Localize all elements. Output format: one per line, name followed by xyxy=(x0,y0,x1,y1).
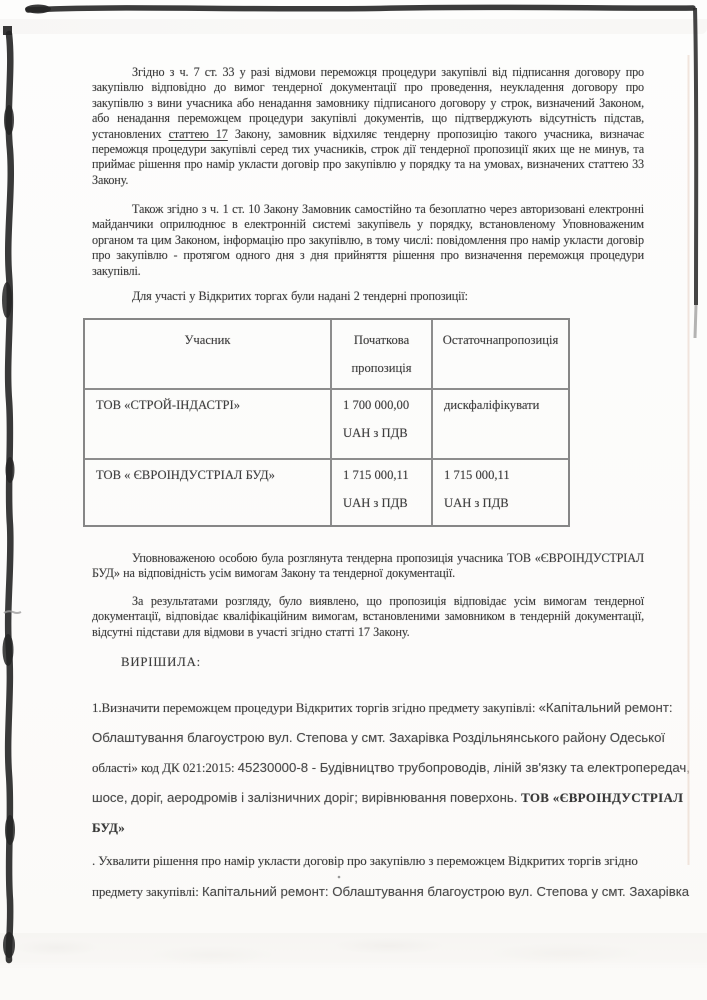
scan-left-edge-streak xyxy=(8,34,11,960)
scan-noise-top-band xyxy=(0,19,707,34)
final-status-line: дискфаліфікувати xyxy=(444,398,540,412)
col-header-initial-line1: Початкова xyxy=(353,333,410,347)
decision-1-line-1: 1.Визначити переможцем процедури Відкритих торгів згідно предмету закупівлі: «Капітальний ремонт: xyxy=(92,700,673,715)
scan-noise-bottom-band xyxy=(0,933,707,970)
paragraph-proposals-count: Для участі у Відкритих торгах були надані 2 тендерні пропозиції: xyxy=(132,289,468,303)
col-header-initial-line2: пропозиція xyxy=(351,361,412,375)
amount-line: 1 700 000,00 xyxy=(343,398,410,412)
table-row-1-initial-proposal xyxy=(332,390,433,460)
decision-2-line-2: предмету закупівлі: Капітальний ремонт: Облаштування благоустрою вул. Степова у смт. Захарівка xyxy=(92,884,690,899)
table-row-2-participant: ТОВ « ЄВРОІНДУСТРІАЛ БУД» xyxy=(85,460,332,525)
currency-line: UAH з ПДВ xyxy=(444,496,509,510)
decision-1-line-5: БУД» xyxy=(92,820,126,835)
paragraph-review-result: За результатами розгляду, було виявлено, що пропозиція відповідає усім вимогам тендерної документації, відповідає кваліфікаційним вимогам, встановленими замовником в тендерній документації, відсутні підстави для відмови в участі згідно статті 17 Закону. xyxy=(92,594,644,639)
scan-top-edge-streak xyxy=(28,7,693,10)
col-header-initial-proposal xyxy=(332,320,433,390)
decision-1-line-4: шосе, доріг, аеродромів і залізничних доріг; вирівнювання поверхонь. ТОВ «ЄВРОІНДУСТРІАЛ xyxy=(92,790,684,805)
col-header-participant: Учасник xyxy=(85,320,332,390)
scan-speck xyxy=(338,876,341,879)
col-header-final-proposal: Остаточнапропозиція xyxy=(433,320,568,390)
resolution-heading: ВИРІШИЛА: xyxy=(121,655,201,669)
paragraph-review-proposal: Уповноваженою особою була розглянута тендерна пропозиція учасника ТОВ «ЄВРОІНДУСТРІАЛ БУД» на відповідність усім вимогам Закону та тендерної документації. xyxy=(92,551,644,581)
table-row-2-final-proposal xyxy=(433,460,568,525)
amount-line: 1 715 000,11 xyxy=(343,468,409,482)
currency-line: UAH з ПДВ xyxy=(343,496,408,510)
table-row-1-participant: ТОВ «СТРОЙ-ІНДАСТРІ» xyxy=(85,390,332,460)
amount-line: 1 715 000,11 xyxy=(444,468,510,482)
paragraph-withdrawal-rule: Згідно з ч. 7 ст. 33 у разі відмови переможця процедури закупівлі від підписання договору про закупівлю відповідно до вимог тендерної документації про проведення, неукладення договору про закупівлю з вини учасника або ненадання замовнику підписаного договору у строк, визначений Законом, або ненадання переможцем процедури закупівлі документів, що підтверджують відсутність підстав, установлених статтею 17 Закону, замовник відхиляє тендерну пропозицію такого учасника, визначає переможця процедури закупівлі серед тих учасників, строк дії тендерної пропозиції яких ще не минув, та приймає рішення про намір укласти договір про закупівлю у порядку та на умовах, визначених статтею 33 Закону. xyxy=(92,65,644,187)
decision-1-line-2: Облаштування благоустрою вул. Степова у смт. Захарівка Роздільнянського району Одеської xyxy=(92,730,666,745)
currency-line: UAH з ПДВ xyxy=(343,426,408,440)
table-row-2-initial-proposal xyxy=(332,460,433,525)
paragraph-publication-rule: Також згідно з ч. 1 ст. 10 Закону Замовник самостійно та безоплатно через авторизовані електронні майданчики оприлюднює в електронній системі закупівель у порядку, встановленому Уповноваженим органом та цим Законом, інформацію про закупівлю, в тому числі: повідомлення про намір укласти договір про закупівлю - протягом одного дня з дня прийняття рішення про визначення переможця процедури закупівлі. xyxy=(92,202,644,278)
decision-1-line-3: області» код ДК 021:2015: 45230000-8 - Будівництво трубопроводів, ліній зв'язку та електропередач, xyxy=(92,760,690,775)
tender-proposals-table xyxy=(83,318,570,527)
scan-stray-scribble xyxy=(4,611,21,613)
scan-right-edge-line xyxy=(695,8,696,305)
table-row-1-final-proposal xyxy=(433,390,568,460)
decision-2-line-1: . Ухвалити рішення про намір укласти договір про закупівлю з переможцем Відкритих торгів згідно xyxy=(92,853,638,868)
